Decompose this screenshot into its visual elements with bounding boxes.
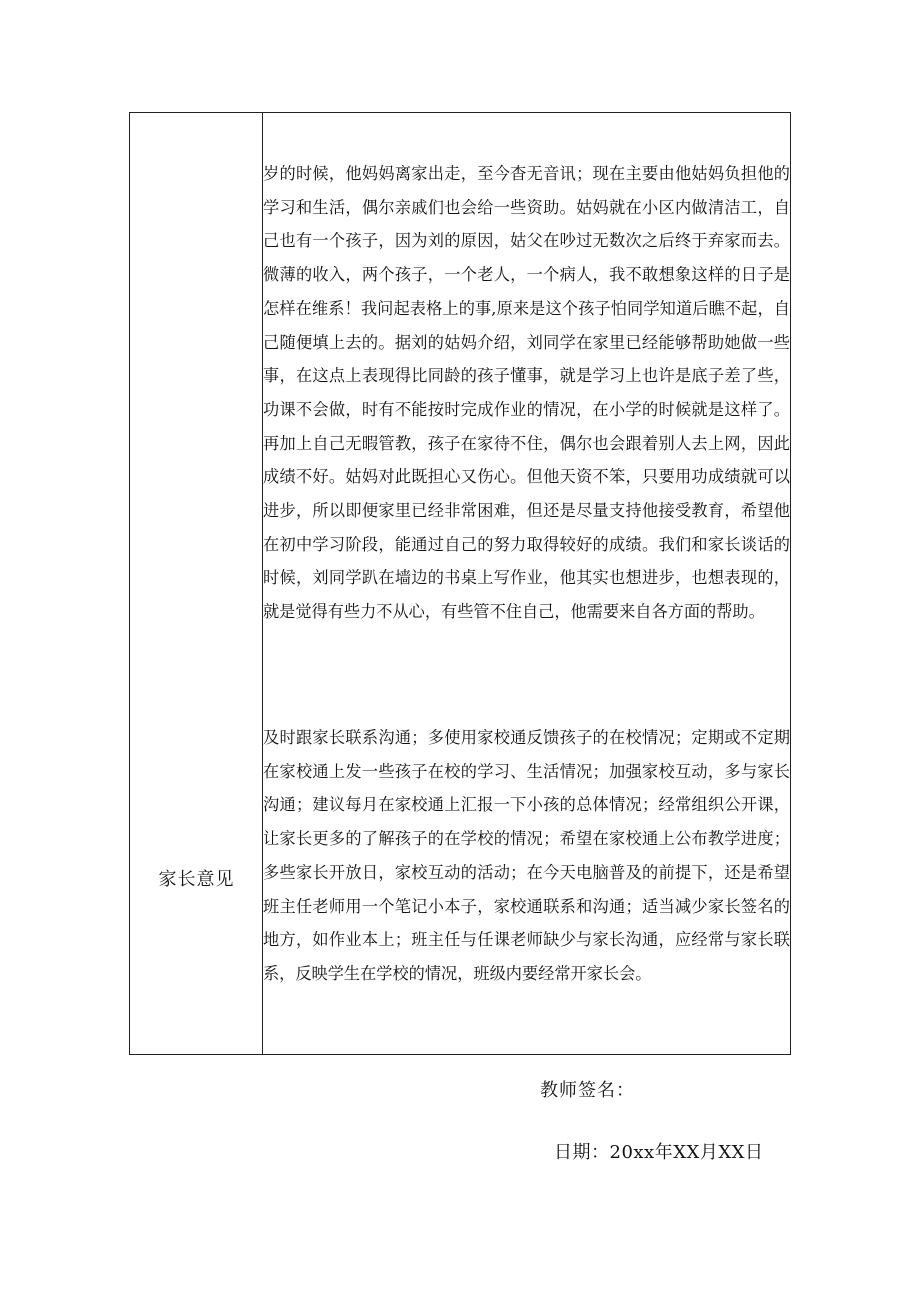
family-situation-paragraph: 岁的时候，他妈妈离家出走，至今杳无音讯；现在主要由他姑妈负担他的学习和生活，偶尔亲戚们也会给一些资助。姑妈就在小区内做清洁工，自己也有一个孩子，因为刘的原因，姑父在吵过无数次之后终于弃家而去。微薄的收入，两个孩子，一个老人，一个病人，我不敢想象这样的日子是怎样在维系！我问起表格上的事,原来是这个孩子怕同学知道后瞧不起，自己随便填上去的。据刘的姑妈介绍，刘同学在家里已经能够帮助她做一些事，在这点上表现得比同龄的孩子懂事，就是学习上也许是底子差了些，功课不会做，时有不能按时完成作业的情况，在小学的时候就是这样了。再加上自己无暇管教，孩子在家待不住，偶尔也会跟着别人去上网，因此成绩不好。姑妈对此既担心又伤心。但他天资不笨，只要用功成绩就可以进步，所以即便家里已经非常困难，但还是尽量支持他接受教育，希望他在初中学习阶段，能通过自己的努力取得较好的成绩。我们和家长谈话的时候，刘同学趴在墙边的书桌上写作业，他其实也想进步，也想表现的，就是觉得有些力不从心，有些管不住自己，他需要来自各方面的帮助。 (263, 164, 790, 622)
teacher-signature-label: 教师签名： (540, 1080, 635, 1101)
parent-opinion-label: 家长意见 (158, 869, 235, 890)
label-column (130, 113, 263, 1054)
opinion-table (129, 112, 791, 1055)
content-column (263, 113, 790, 1054)
date-line: 日期：20xx年XX月XX日 (554, 1142, 764, 1163)
parent-suggestions-paragraph: 及时跟家长联系沟通；多使用家校通反馈孩子的在校情况；定期或不定期在家校通上发一些孩子在校的学习、生活情况；加强家校互动，多与家长沟通；建议每月在家校通上汇报一下小孩的总体情况；经常组织公开课，让家长更多的了解孩子的在学校的情况；希望在家校通上公布教学进度；多些家长开放日，家校互动的活动；在今天电脑普及的前提下，还是希望班主任老师用一个笔记小本子，家校通联系和沟通；适当减少家长签名的地方，如作业本上；班主任与任课老师缺少与家长沟通，应经常与家长联系，反映学生在学校的情况，班级内要经常开家长会。 (263, 728, 790, 983)
